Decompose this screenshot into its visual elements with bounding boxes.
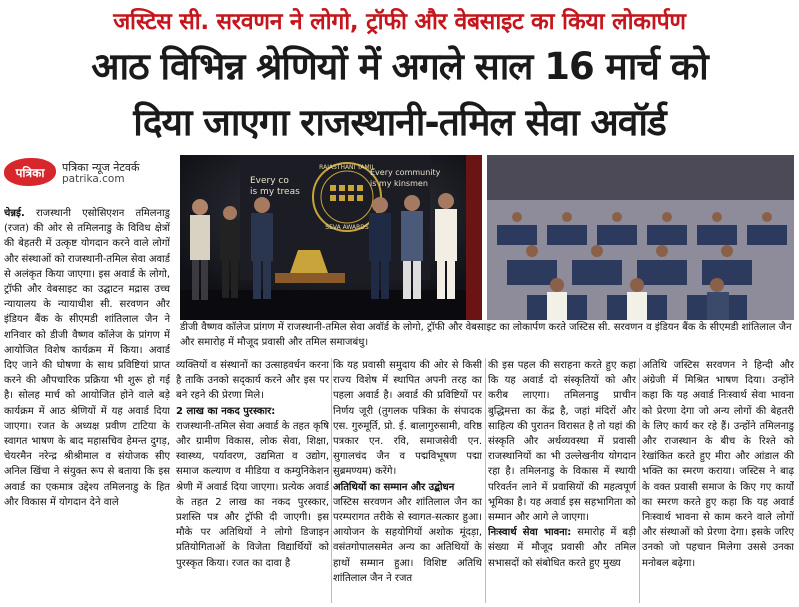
byline-site: patrika.com bbox=[62, 173, 125, 185]
column-4-text-2: समारोह में बड़ी संख्या में मौजूद प्रवासी और तमिल सभासदों को संबोधित करते हुए मुख्य bbox=[488, 527, 636, 569]
article-column-4 bbox=[488, 358, 636, 606]
column-4-text-1: की इस पहल की सराहना करते हुए कहा कि यह अवार्ड दो संस्कृतियों को और करीब लाएगा। तमिलनाडु प्राचीन बुद्धिमत्ता का केंद्र है, जहां मंदिरों और साहित्य की पुरातन विरासत है तो यहां की संस्कृति और अर्थव्यवस्था में प्रवासी राजस्थानियों का भी उल्लेखनीय योगदान रहा है। तमिलनाडु के विकास में स्थायी परिवर्तन लाने में प्रवासियों की महत्वपूर्ण भूमिका है। यह अवार्ड इस सहभागिता को सम्मान और आगे ले जाएगा। bbox=[488, 360, 636, 524]
backdrop-text-2: is my treas bbox=[250, 187, 300, 197]
subheading-guests-honour: अतिथियों का सम्मान और उद्बोधन bbox=[333, 481, 455, 493]
article-column-3 bbox=[333, 358, 482, 606]
column-3-text-2: जस्टिस सरवणन और शांतिलाल जैन का परम्परागत तरीके से स्वागत-सत्कार हुआ। आयोजन के सहयोगियों अशोक मूंदड़ा, वसंतगोपालसमेत अन्य का अतिथियों के हाथों सम्मान हुआ। विशिष्ट अतिथि शांतिलाल जैन ने रजत bbox=[333, 496, 482, 584]
subheading-selfless-service: निःस्वार्थ सेवा भावना: bbox=[488, 527, 572, 539]
backdrop-text-4: is my kinsmen bbox=[370, 179, 428, 188]
column-2-text-1: व्यक्तियों व संस्थानों का उत्साहवर्धन करना है ताकि उनको सद्कार्य करने और इस पर बने रहने की प्रेरणा मिले। bbox=[176, 360, 329, 402]
audience-photo bbox=[487, 155, 794, 320]
column-5-text: अतिथि जस्टिस सरवणन ने हिन्दी और अंग्रेजी में मिश्रित भाषण दिया। उन्होंने कहा कि यह अवार्ड निःस्वार्थ सेवा भावना को प्रेरणा देगा जो अन्य लोगों की बेहतरी के लिए कार्य कर रहे हैं। उन्होंने तमिलनाडु और राजस्थान के बीच के रिश्ते को रेखांकित करते हुए मीरा और आंडाल की भक्ति का स्मरण कराया। जस्टिस ने बाढ़ के वक्त प्रवासी समाज के किए गए कार्यों का स्मरण करते हुए कहा कि यह अवार्ड निःस्वार्थ भावना से काम करने वाले लोगों और संस्थाओं को प्रेरणा देगा। इसके जरिए उनको जो पहचान मिलेगा उससे उनका मनोबल बढ़ेगा। bbox=[642, 360, 794, 569]
article-column-1 bbox=[4, 206, 170, 606]
byline-network: पत्रिका न्यूज नेटवर्क bbox=[62, 161, 140, 174]
dateline: चेन्नई. bbox=[4, 208, 25, 219]
column-1-text: राजस्थानी एसोसिएशन तमिलनाडु (रजत) की ओर से तमिलनाडु के विविध क्षेत्रों की बेहतरी में उत्कृष्ट योगदान करने वाले लोगों और संस्थाओं को राजस्थानी-तमिल सेवा अवार्ड से अलंकृत किया जाएगा। इस अवार्ड के लोगो, ट्रॉफी और वेबसाइट का उद्घाटन मद्रास उच्च न्यायालय के न्यायाधीश सी. सरवणन और इंडियन बैंक के सीएमडी शांतिलाल जैन ने शनिवार को डीजी वैष्णव कॉलेज के प्रांगण में आयोजित विशेष कार्यक्रम में किया। अवार्ड दिए जाने की घोषणा के साथ प्रविष्टियां प्राप्त करने की औपचारिक प्रक्रिया भी शुरू हो गई है। सोलह मार्च को आयोजित होने वाले बड़े कार्यक्रम में आठ श्रेणियों में यह अवार्ड दिया जाएगा। रजत के अध्यक्ष प्रवीण टाटिया के स्वागत भाषण के बाद महासचिव हेमन्त दुगड़, चेयरमैन नरेन्द्र श्रीश्रीमाल व संयोजक सीए अनिल खिंचा ने संयुक्त रूप से बताया कि इस अवार्ड का एकमात्र उद्देश्य तमिलनाडु के हित और विकास में योगदान देने वाले bbox=[4, 208, 170, 508]
emblem-bottom-text: SEVA AWARDS bbox=[325, 224, 369, 231]
backdrop-text-3: Every community bbox=[370, 168, 441, 177]
column-rule bbox=[639, 358, 640, 603]
audience-photo-illustration bbox=[487, 155, 794, 320]
headline-line-1: आठ विभिन्न श्रेणियों में अगले साल 16 मार्च को bbox=[91, 45, 708, 88]
photo-caption: डीजी वैष्णव कॉलेज प्रांगण में राजस्थानी-तमिल सेवा अवॉर्ड के लोगो, ट्रॉफी और वेबसाइट का लोकार्पण करते जस्टिस सी. सरवणन व इंडियन बैंक के सीएमडी शांतिलाल जैन और समारोह में मौजूद प्रवासी और तमिल समाजबंधु। bbox=[180, 322, 792, 348]
backdrop-text-1: Every co bbox=[250, 176, 289, 186]
article-column-5 bbox=[642, 358, 794, 606]
patrika-logo: पत्रिका bbox=[4, 158, 56, 186]
column-3-text-1: कि यह प्रवासी समुदाय की ओर से किसी राज्य विशेष में स्थापित अपनी तरह का पहला अवार्ड है। अवार्ड की प्रविष्टियों पर निर्णय जूरी (तुगलक पत्रिका के संपादक एस. गुरुमूर्ति, प्रो. ई. बालागुरुसामी, वरिष्ठ पत्रकार एन. रवि, समाजसेवी एन. सुगालचंद जैन व पद्मविभूषण पद्मा सुब्रमण्यम) करेंगे। bbox=[333, 360, 482, 478]
byline bbox=[4, 158, 176, 186]
column-rule bbox=[331, 358, 332, 603]
subheading-cash-prize: 2 लाख का नकद पुरस्कार: bbox=[176, 405, 276, 417]
headline-line-2: दिया जाएगा राजस्थानी-तमिल सेवा अवॉर्ड bbox=[133, 101, 666, 144]
article-column-2 bbox=[176, 358, 329, 606]
column-2-text-2: राजस्थानी-तमिल सेवा अवार्ड के तहत कृषि और ग्रामीण विकास, लोक सेवा, शिक्षा, स्वास्थ्य, पर्यावरण, उद्यमिता व उद्योग, समाज कल्याण व मीडिया व कम्युनिकेशन श्रेणी में अवार्ड दिया जाएगा। प्रत्येक अवार्ड के तहत 2 लाख का नकद पुरस्कार, प्रशस्ति पत्र और ट्रॉफी दी जाएगी। इस मौके पर अतिथियों ने लोगो डिजाइन प्रतियोगिताओं के विजेता विद्यार्थियों को पुरस्कृत किया। रजत का दावा है bbox=[176, 420, 329, 569]
stage-photo bbox=[180, 155, 482, 320]
emblem-top-text: RAJASTHANI TAMIL bbox=[319, 164, 375, 171]
kicker-headline: जस्टिस सी. सरवणन ने लोगो, ट्रॉफी और वेबसाइट का किया लोकार्पण bbox=[113, 9, 686, 35]
column-rule bbox=[485, 358, 486, 603]
stage-photo-illustration bbox=[180, 155, 482, 320]
